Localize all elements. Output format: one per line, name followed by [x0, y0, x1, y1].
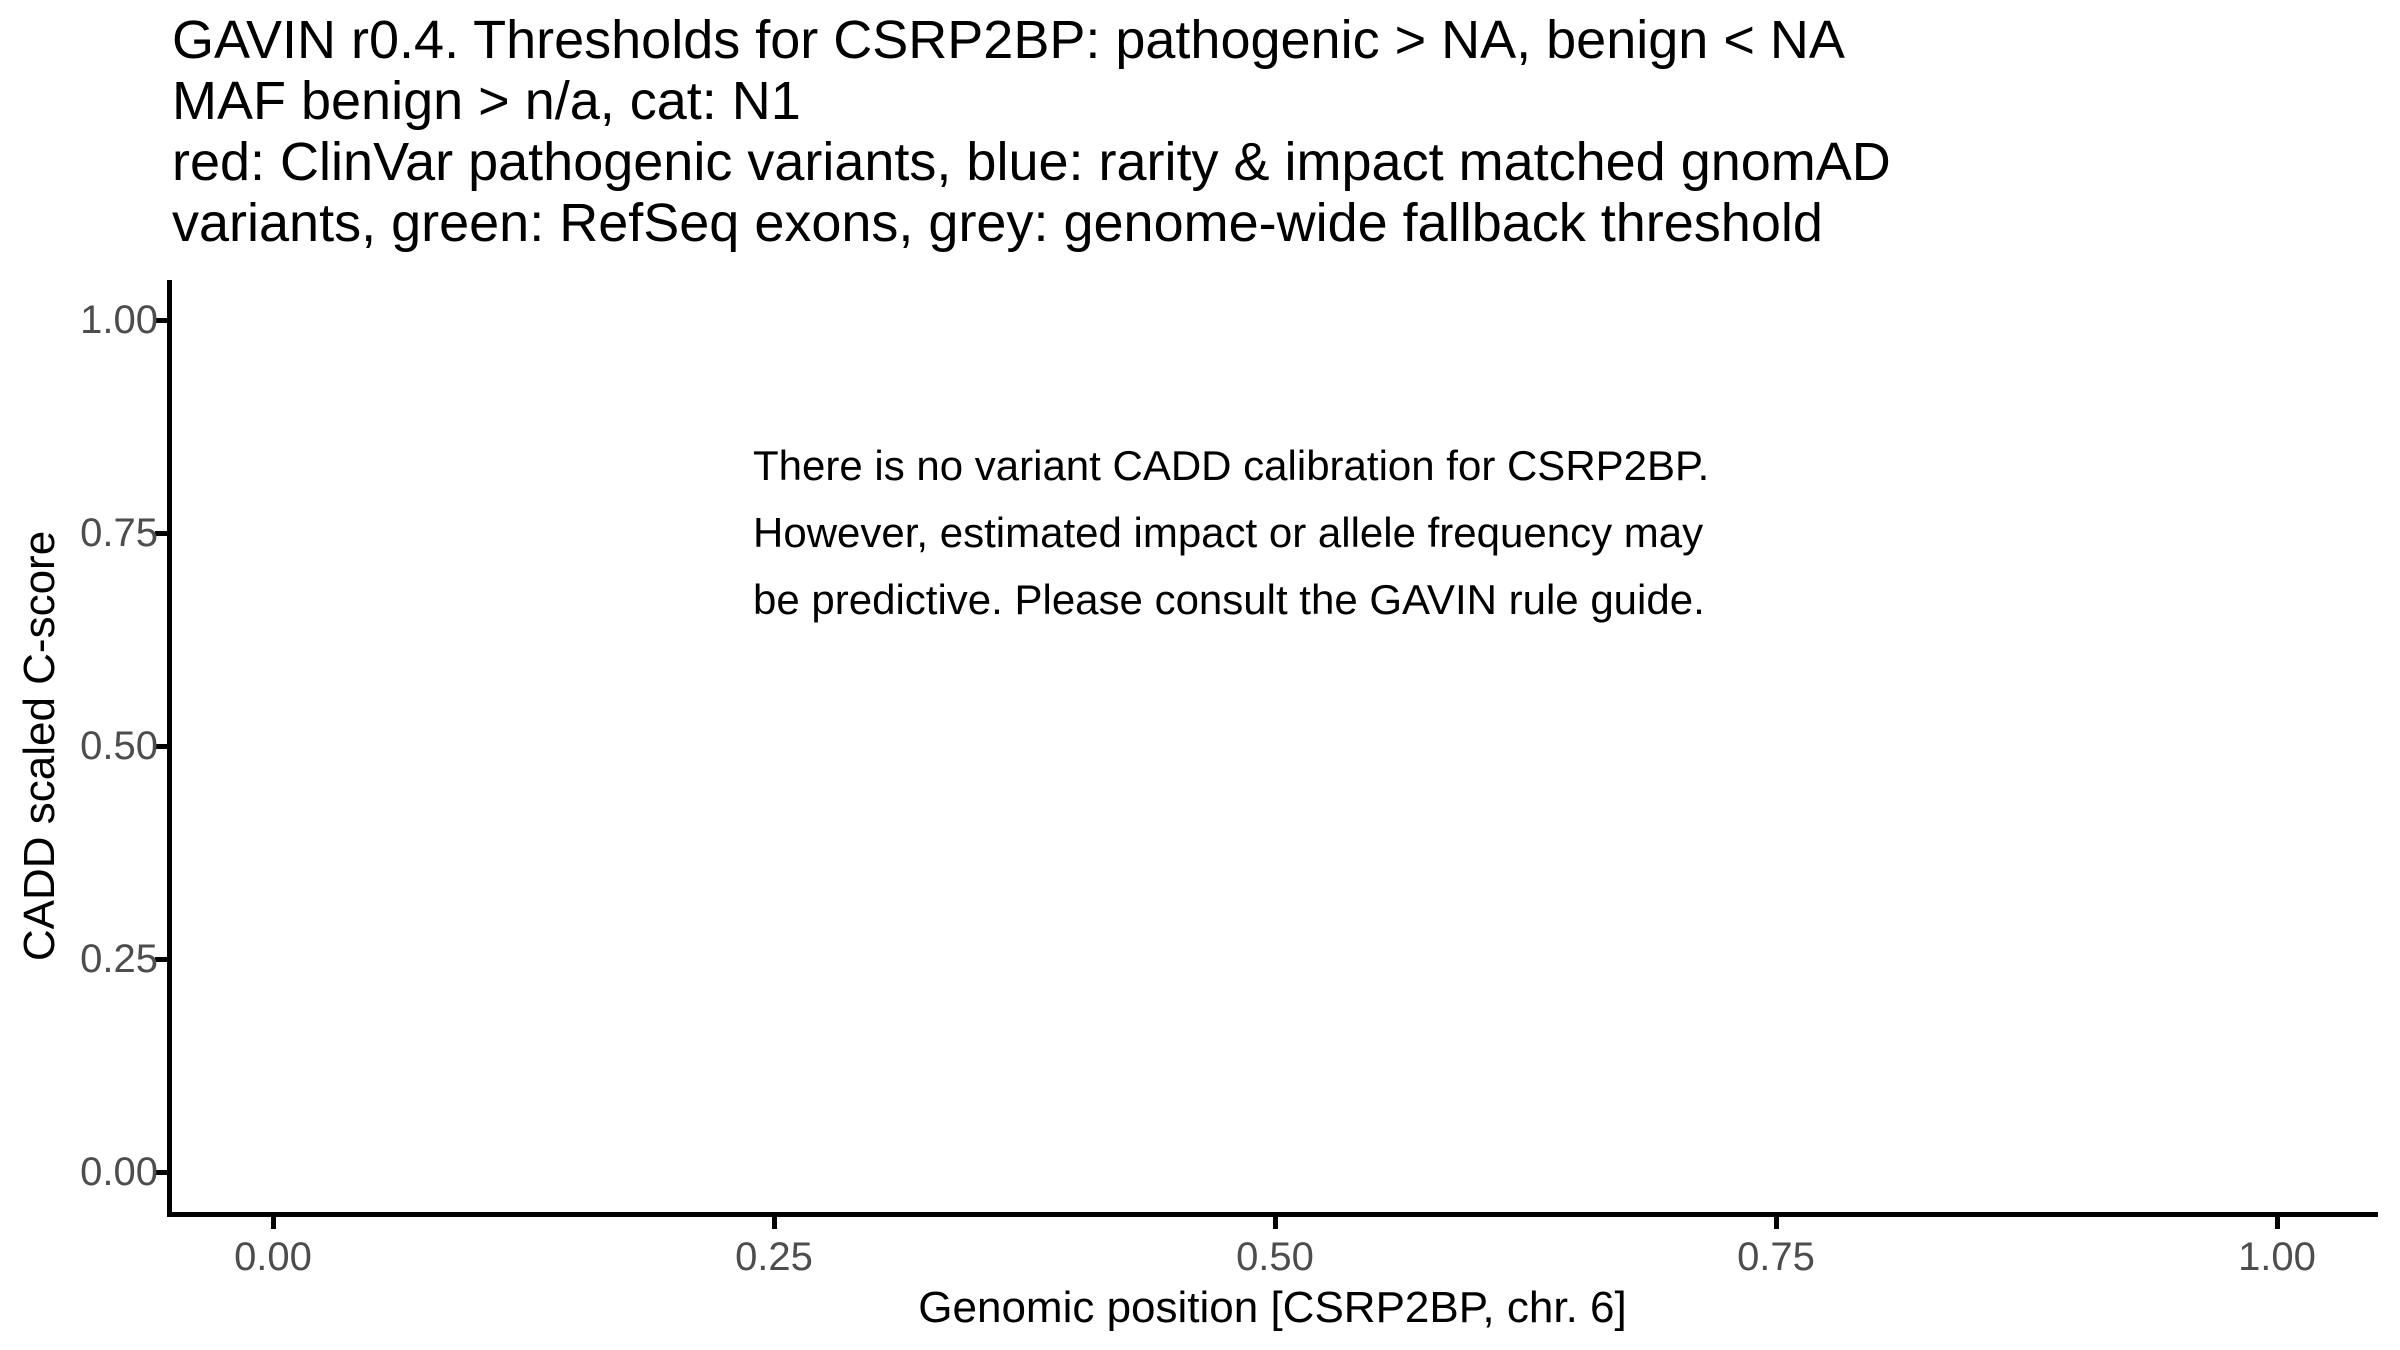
x-axis-tick-label: 0.50: [1236, 1235, 1314, 1279]
y-axis-tick-label: 0.25: [80, 937, 158, 981]
plot-title-line-2: MAF benign > n/a, cat: N1: [172, 71, 801, 131]
plot-title-line-4: variants, green: RefSeq exons, grey: genome-wide fallback threshold: [172, 193, 1823, 253]
annotation-line-2: However, estimated impact or allele frequency may: [753, 509, 1704, 556]
x-axis-tick-label: 0.75: [1737, 1235, 1815, 1279]
x-axis-tick-label: 0.00: [234, 1235, 312, 1279]
y-axis-tick-label: 0.75: [80, 511, 158, 555]
plot-title: [172, 10, 1891, 254]
plot-title-line-3: red: ClinVar pathogenic variants, blue: rarity & impact matched gnomAD: [172, 132, 1891, 192]
y-axis-tick-label: 0.00: [80, 1150, 158, 1194]
x-axis-tick-label: 0.25: [735, 1235, 813, 1279]
x-axis-tick: [1273, 1217, 1278, 1229]
plot-panel: [167, 280, 2378, 1217]
annotation-line-1: There is no variant CADD calibration for CSRP2BP.: [753, 442, 1710, 489]
annotation-line-3: be predictive. Please consult the GAVIN rule guide.: [753, 576, 1705, 623]
y-axis-tick-label: 1.00: [80, 298, 158, 342]
no-calibration-annotation: [753, 432, 1709, 633]
y-axis-title: CADD scaled C-score: [15, 530, 64, 962]
plot-title-line-1: GAVIN r0.4. Thresholds for CSRP2BP: pathogenic > NA, benign < NA: [172, 10, 1845, 70]
x-axis-tick: [1774, 1217, 1779, 1229]
x-axis-tick: [772, 1217, 777, 1229]
x-axis-title: Genomic position [CSRP2BP, chr. 6]: [918, 1283, 1627, 1332]
x-axis-tick: [2275, 1217, 2280, 1229]
x-axis-tick-label: 1.00: [2238, 1235, 2316, 1279]
x-axis-tick: [271, 1217, 276, 1229]
y-axis-tick-label: 0.50: [80, 724, 158, 768]
